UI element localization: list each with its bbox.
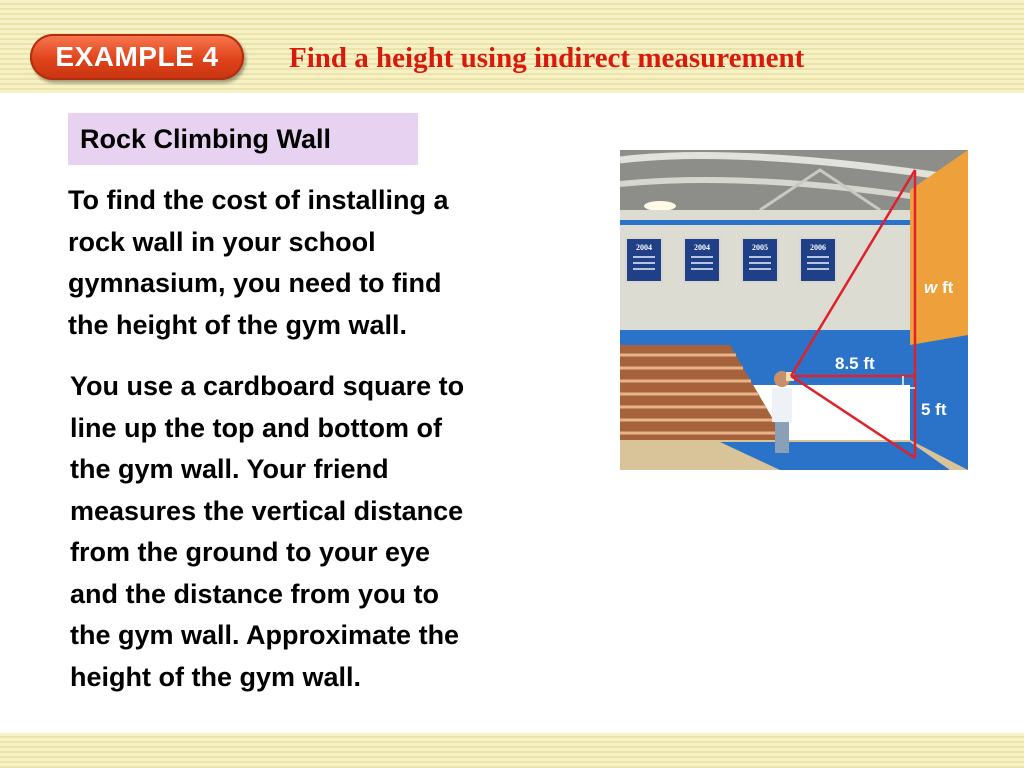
text-line: from the ground to your eye: [70, 537, 431, 567]
label-w-unit: ft: [937, 278, 954, 297]
text-line: the height of the gym wall.: [68, 309, 408, 340]
banner-year: 2004: [636, 243, 652, 252]
label-w-ft: [924, 278, 953, 298]
text-line: height of the gym wall.: [70, 661, 362, 692]
text-line: You use a cardboard square to: [70, 371, 465, 401]
ceiling-light: [644, 201, 676, 211]
text-line: line up the top and bottom of: [70, 412, 442, 443]
example-title: Find a height using indirect measurement: [289, 42, 805, 74]
gym-illustration: [620, 150, 968, 470]
text-line: the gym wall. Your friend: [70, 454, 389, 484]
gym-wall-figure: [620, 150, 968, 470]
wall-stripe: [620, 220, 920, 225]
text-line: and the distance from you to: [70, 578, 440, 609]
label-eye-height: 5 ft: [921, 400, 947, 419]
text-line: the gym wall. Approximate the: [70, 620, 460, 650]
banner-year: 2006: [810, 243, 826, 252]
example-badge: EXAMPLE 4: [30, 34, 244, 80]
section-label: Rock Climbing Wall: [68, 113, 418, 165]
banner-year: 2005: [752, 243, 768, 252]
text-line: rock wall in your school: [68, 226, 376, 257]
method-paragraph: [70, 366, 580, 698]
championship-banner: [742, 238, 778, 282]
text-line: To find the cost of installing a: [68, 185, 449, 215]
intro-paragraph: [68, 180, 578, 346]
text-line: measures the vertical distance: [70, 495, 464, 526]
championship-banner: [684, 238, 720, 282]
text-line: gymnasium, you need to find: [68, 268, 442, 298]
label-w-var: w: [924, 278, 938, 297]
footer-band: [0, 733, 1024, 768]
banner-year: 2004: [694, 243, 710, 252]
championship-banner: [800, 238, 836, 282]
label-distance: 8.5 ft: [835, 354, 875, 373]
championship-banner: [626, 238, 662, 282]
